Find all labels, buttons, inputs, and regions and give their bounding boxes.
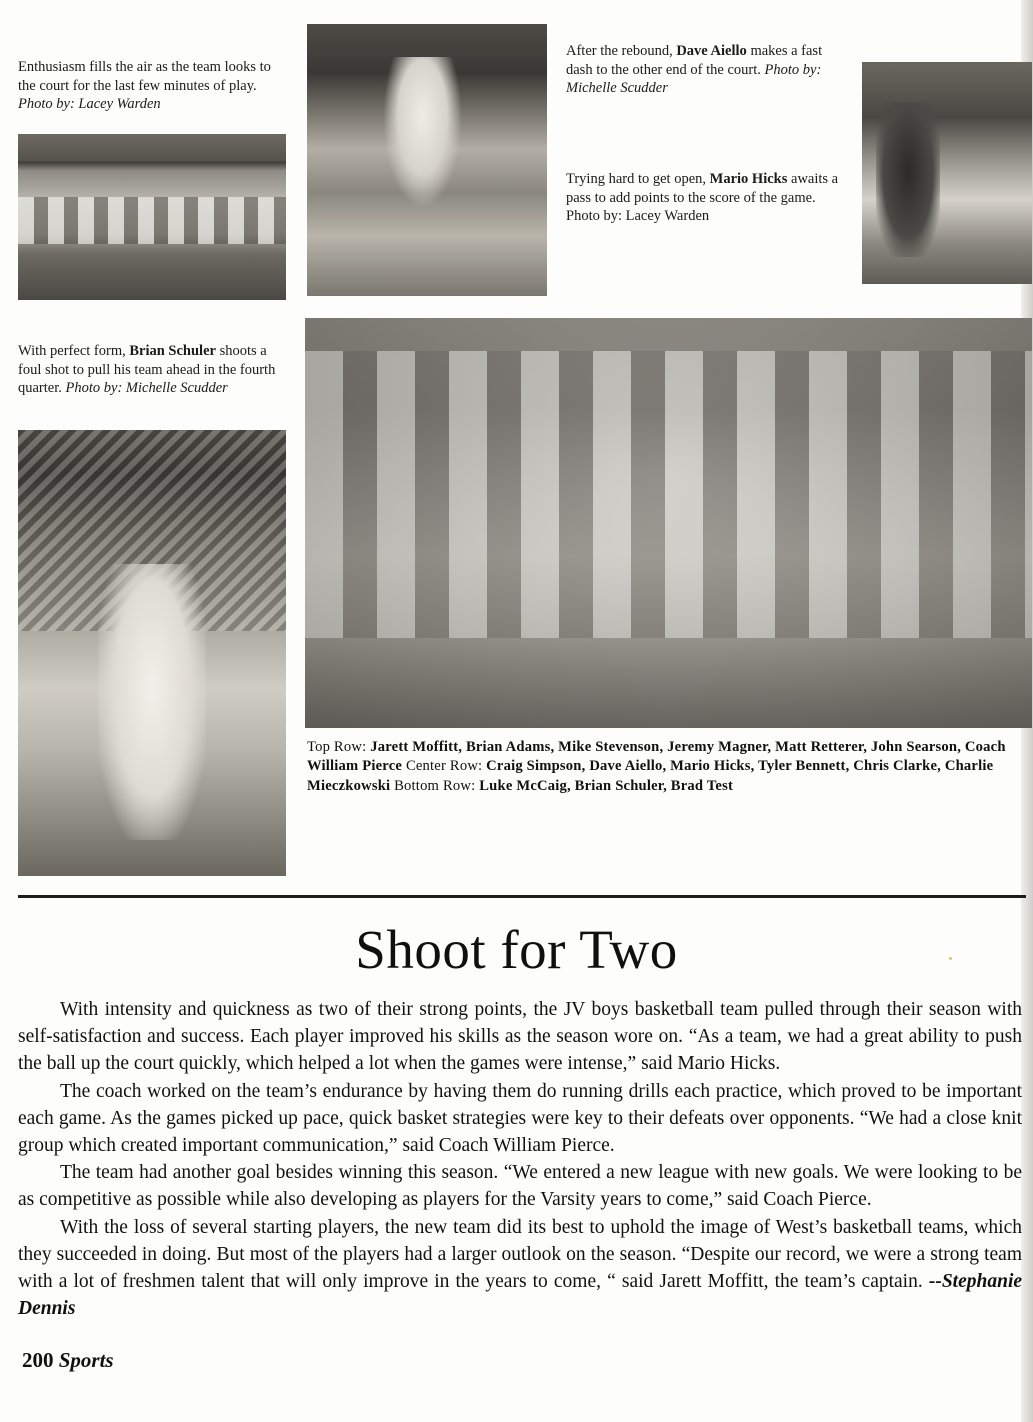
caption-foul-shot (18, 342, 288, 398)
caption-open-before: Trying hard to get open, (566, 171, 710, 187)
article-body (18, 997, 1022, 1324)
caption-foul-before: With perfect form, (18, 343, 130, 359)
caption-rebound (566, 42, 846, 98)
caption-bench-credit: Photo by: Lacey Warden (18, 96, 161, 113)
center-row-names: Craig Simpson, Dave Aiello, Mario Hicks, Tyler Bennett, Chris Clarke, Charlie Mieczkowski (307, 758, 994, 794)
center-row-label: Center Row: (405, 758, 483, 775)
caption-bench (18, 58, 286, 114)
article-paragraph-4 (18, 1215, 1022, 1323)
article-paragraph-1: With intensity and quickness as two of their strong points, the JV boys basketball team pulled through their season with self-satisfaction and success. Each player improved his skills as the season wore on. “As a team, we had a great ability to push the ball up the court quickly, which helped a lot when the games were intense,” said Mario Hicks. (18, 999, 1022, 1074)
caption-foul-name: Brian Schuler (129, 343, 216, 359)
caption-get-open (566, 170, 848, 226)
caption-rebound-before: After the rebound, (566, 43, 677, 59)
photo-team-bench (18, 134, 286, 300)
top-row-names: Jarett Moffitt, Brian Adams, Mike Stevenson, Jeremy Magner, Matt Retterer, John Searson, Coach William Pierce (307, 739, 1006, 775)
folio-page-number: 200 (22, 1348, 54, 1372)
caption-bench-text: Enthusiasm fills the air as the team looks to the court for the last few minutes of play. (18, 59, 271, 94)
article-paragraph-2: The coach worked on the team’s endurance by having them do running drills each practice, which proved to be important each game. As the games picked up pace, quick basket strategies were key to their defeats over opponents. “We had a close knit group which created important communication,” said Coach William Pierce. (18, 1080, 1022, 1156)
photo-free-throw (18, 430, 286, 876)
caption-team-roster (307, 738, 1029, 796)
photo-player-drive (307, 24, 547, 296)
article-paragraph-4-text: With the loss of several starting players, the new team did its best to uphold the image of West’s basketball teams, which they succeeded in doing. But most of the players had a larger outlook on the season. “Despite our record, we were a strong team with a lot of freshmen talent that will only improve in the years to come, “ said Jarett Moffitt, the team’s captain. (18, 1217, 1022, 1293)
caption-rebound-credit: Photo by: Michelle Scudder (566, 61, 822, 97)
photo-jv-team (305, 318, 1032, 728)
caption-foul-credit: Photo by: Michelle Scudder (65, 380, 228, 397)
bottom-row-label: Bottom Row: (394, 777, 476, 794)
folio-section-label: Sports (58, 1348, 114, 1372)
caption-foul-after: shoots a foul shot to pull his team ahead in the fourth quarter. (18, 343, 276, 397)
article-byline: --Stephanie Dennis (18, 1271, 1023, 1319)
caption-open-name: Mario Hicks (709, 171, 788, 187)
top-row-label: Top Row: (307, 739, 367, 755)
folio (22, 1348, 114, 1373)
caption-rebound-after: makes a fast dash to the other end of the court. (566, 43, 823, 78)
caption-open-after: awaits a pass to add points to the score of the game. (566, 171, 839, 206)
caption-open-credit: Photo by: Lacey Warden (566, 208, 710, 225)
photo-player-defense (862, 62, 1032, 284)
caption-rebound-name: Dave Aiello (676, 43, 747, 59)
article-paragraph-3: The team had another goal besides winning this season. “We entered a new league with new goals. We were looking to be as competitive as possible while also developing as players for the Varsity years to come,” said Coach Pierce. (18, 1162, 1022, 1211)
bottom-row-names: Luke McCaig, Brian Schuler, Brad Test (479, 777, 734, 794)
section-divider (18, 895, 1026, 898)
page-title: Shoot for Two (355, 919, 678, 980)
paper-speck (949, 957, 952, 960)
